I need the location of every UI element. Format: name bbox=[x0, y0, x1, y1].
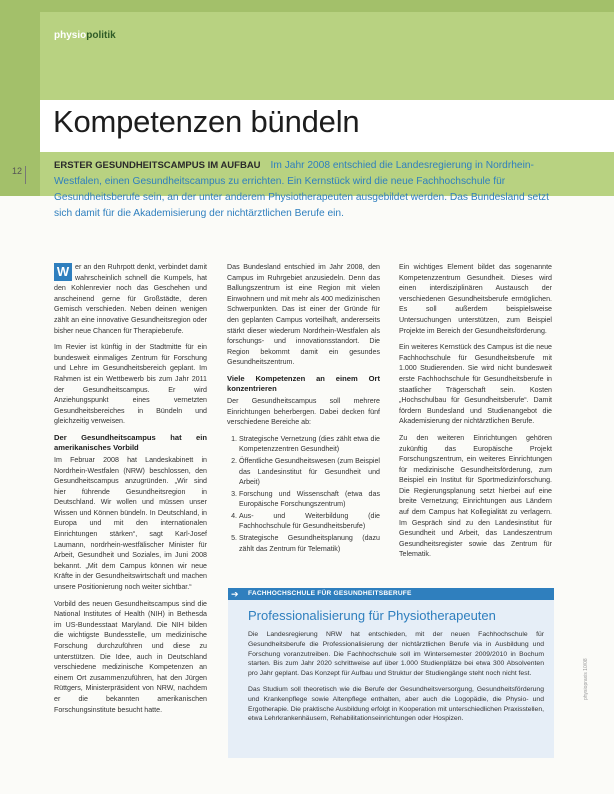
paragraph: Vorbild des neuen Gesundheitscampus sind die National Institutes of Health (NIH) in Bethesda im US-Bundesstaat Maryland. Die NIH bilden die wichtigste Bundesstelle, um medizinische Forschung durchzuführen und diese zu unterstützen. Die Idee, auch in Deutschland verschiedene medizinische Kompetenzen an einem Ort zusammenzuführen, hat den Jürgen Rüttgers, Ministerpräsident von NRW, nachdem er die bekannten amerikanischen Forschungsinstitute besucht hatte. bbox=[54, 599, 207, 714]
list-item: 4. Aus- und Weiterbildung (die Fachhochschule für Gesundheitsberufe) bbox=[239, 511, 380, 532]
section-prefix: physio bbox=[54, 30, 87, 41]
infobox-body bbox=[248, 630, 544, 730]
paragraph: Das Bundesland entschied im Jahr 2008, den Campus im Ruhrgebiet anzusiedeln. Denn das Ballungszentrum ist eine Region mit vielen Einwohnern und mit mehr als 400 medizinischen Schwerpunkten. Das ist einer der Gründe für den geplanten Campus vorteilhaft, andererseits stärkt dieser wiederum Nordrhein-Westfalen als forschungs- und innovationsstandort. Die Region bekommt damit ein gesundes Gesundheitszentrum. bbox=[227, 263, 380, 367]
section-label bbox=[54, 30, 116, 41]
article-column-2 bbox=[227, 262, 380, 560]
lead-paragraph bbox=[54, 158, 560, 222]
paragraph: Der Gesundheitscampus soll mehrere Einrichtungen beherbergen. Dabei decken fünf verschiedene Bereiche ab: bbox=[227, 396, 380, 427]
list-item: 5. Strategische Gesundheitsplanung (dazu zählt das Zentrum für Telematik) bbox=[239, 533, 380, 554]
page-title: Kompetenzen bündeln bbox=[53, 104, 360, 139]
dropcap: W bbox=[54, 263, 72, 281]
sidebar-credit: physiopraxis 10/08 bbox=[583, 658, 589, 700]
section-suffix: politik bbox=[86, 30, 116, 41]
paragraph-text: er an den Ruhrpott denkt, verbindet damit wahrscheinlich schnell die Kumpels, hat den Kohlenrevier noch das Geschehen und anscheinend gerne für Großstädte, deren Gemisch verschieden. Neben deinen wenigen zählt an eine innovative Gesundheitsregion oder bisher neue Chancen für Therapieberufe. bbox=[54, 263, 207, 335]
article-column-1 bbox=[54, 262, 207, 721]
numbered-list bbox=[227, 434, 380, 555]
infobox-title: Professionalisierung für Physiotherapeuten bbox=[248, 608, 496, 623]
paragraph bbox=[54, 262, 207, 336]
paragraph: Die Landesregierung NRW hat entschieden, mit der neuen Fachhochschule für Gesundheitsberufe die Professionalisierung der nichtärztlichen Berufe via in Ausbildung und Forschung voranzutreiben. Die Fachhochschule soll im Wintersemester 2009/2010 in Bochum starten. Bis zum Jahr 2020 schrittweise auf über 1.000 Studienplätze bei etwa 300 Absolventen pro Jahr geplant. Das Konzept für Aufbau und Struktur der Studiengänge steht noch nicht fest. bbox=[248, 631, 544, 678]
subheading: Viele Kompetenzen an einem Ort konzentrieren bbox=[227, 373, 380, 393]
page-number: 12 bbox=[12, 166, 23, 176]
article-column-3 bbox=[399, 262, 552, 566]
paragraph: Zu den weiteren Einrichtungen gehören zukünftig das Europäische Projekt Forschungszentrum, ein weiteres Einrichtungen für medizinische Gesundheitsförderung, zum Beispiel ein Institut für Sportmedizinforschung. Die Regierungsplanung setzt hierbei auf eine breite Vernetzung; Einrichtungen aus Ländern auf dem Campus hat Kollegialität zu verlagern. Im Gespräch sind zu den Landesinstitut für Gesundheit und Arbeit, das Landeszentrum Gesundheitsregister sowie das Zentrum für Telematik. bbox=[399, 433, 552, 559]
paragraph: Im Revier ist künftig in der Stadtmitte für ein bundesweit einmaliges Zentrum für Forschung und Lehre im Gesundheitsbereich geplant. Im Rahmen ist ein Wettbewerb bis zum Jahr 2011 der Gesundheitscampus. Er wird Anziehungspunkt eines vernetzten Gesundheitsbereiches in Bündeln und gleichzeitig verweisen. bbox=[54, 343, 207, 426]
list-item: 3. Forschung und Wissenschaft (etwa das Europäische Forschungszentrum) bbox=[239, 489, 380, 510]
page-tick bbox=[25, 166, 26, 184]
paragraph: Das Studium soll theoretisch wie die Berufe der Gesundheitsversorgung, Gesundheitsförderung und Krankenpflege sowie Altenpflege enthalten, aber auch die Logopädie, die Physio- und Ergotherapie. Die praktische Ausbildung erfolgt in Kooperation mit unterschiedlichen Praxisstellen, etwa Lehrkrankenhäusern, Rehabilitationseinrichtungen oder Hospizen. bbox=[248, 685, 544, 723]
list-item: 1. Strategische Vernetzung (dies zählt etwa die Kompetenzzentren Gesundheit) bbox=[239, 434, 380, 455]
paragraph: Ein wichtiges Element bildet das sogenannte Kompetenzzentrum Gesundheit. Dieses wird einen interdisziplinären Austausch der verschiedenen Gesundheitsberufe ermöglichen. Es soll außerdem beispielsweise Untersuchungen unterstützen, zum Beispiel Projekte im Bereich der Gesundheitsförderung. bbox=[399, 263, 552, 335]
lead-text: Im Jahr 2008 entschied die Landesregierung in Nordrhein-Westfalen, einen Gesundheitscampus zu errichten. Ein Kernstück wird die neue Fachhochschule für Gesundheitsberufe sein, an der unter anderem Physiotherapeuten ausgebildet werden. Das Bundesland setzt sich damit für die Akademisierung der nichtärztlichen Berufe ein. bbox=[54, 160, 549, 219]
paragraph: Ein weiteres Kernstück des Campus ist die neue Fachhochschule für Gesundheitsberufe mit 1.000 Studierenden. Sie wird nicht bundesweit erste Fachhochschule für Gesundheitsberufe in staatlicher Trägerschaft sein. Kosten „Hochschulbau für Gesundheitsberufe“. Damit fördern Bundesland und Studienangebot die Akademisierung der nichtärztlichen Berufe. bbox=[399, 343, 552, 426]
infobox-header-label: FACHHOCHSCHULE FÜR GESUNDHEITSBERUFE bbox=[248, 590, 412, 597]
lead-kicker: ERSTER GESUNDHEITSCAMPUS IM AUFBAU bbox=[54, 160, 261, 171]
arrow-right-icon: ➔ bbox=[231, 589, 239, 599]
subheading: Der Gesundheitscampus hat ein amerikanisches Vorbild bbox=[54, 432, 207, 452]
infobox-header bbox=[228, 588, 554, 600]
paragraph: Im Februar 2008 hat Landeskabinett in Nordrhein-Westfalen (NRW) beschlossen, den Gesundheitscampus anzugründen. „Wir sind hier führende Gesundheitsregion in Deutschland. Wir wollen und müssen unser Wissen und Können bündeln. In Deutschland, in Europa und mit den internationalen Einrichtungen stärken“, sagt Karl-Josef Laumann, nordrhein-westfälischer Minister für Arbeit, Gesundheit und Soziales, im Juni 2008 bekannt. „Mit dem Campus können wir neue Kräfte in der Gesundheitswirtschaft und machen unsere Positionierung noch weiter sichtbar.“ bbox=[54, 455, 207, 592]
list-item: 2. Öffentliche Gesundheitswesen (zum Beispiel das Landesinstitut für Gesundheit und Arbeit) bbox=[239, 456, 380, 488]
